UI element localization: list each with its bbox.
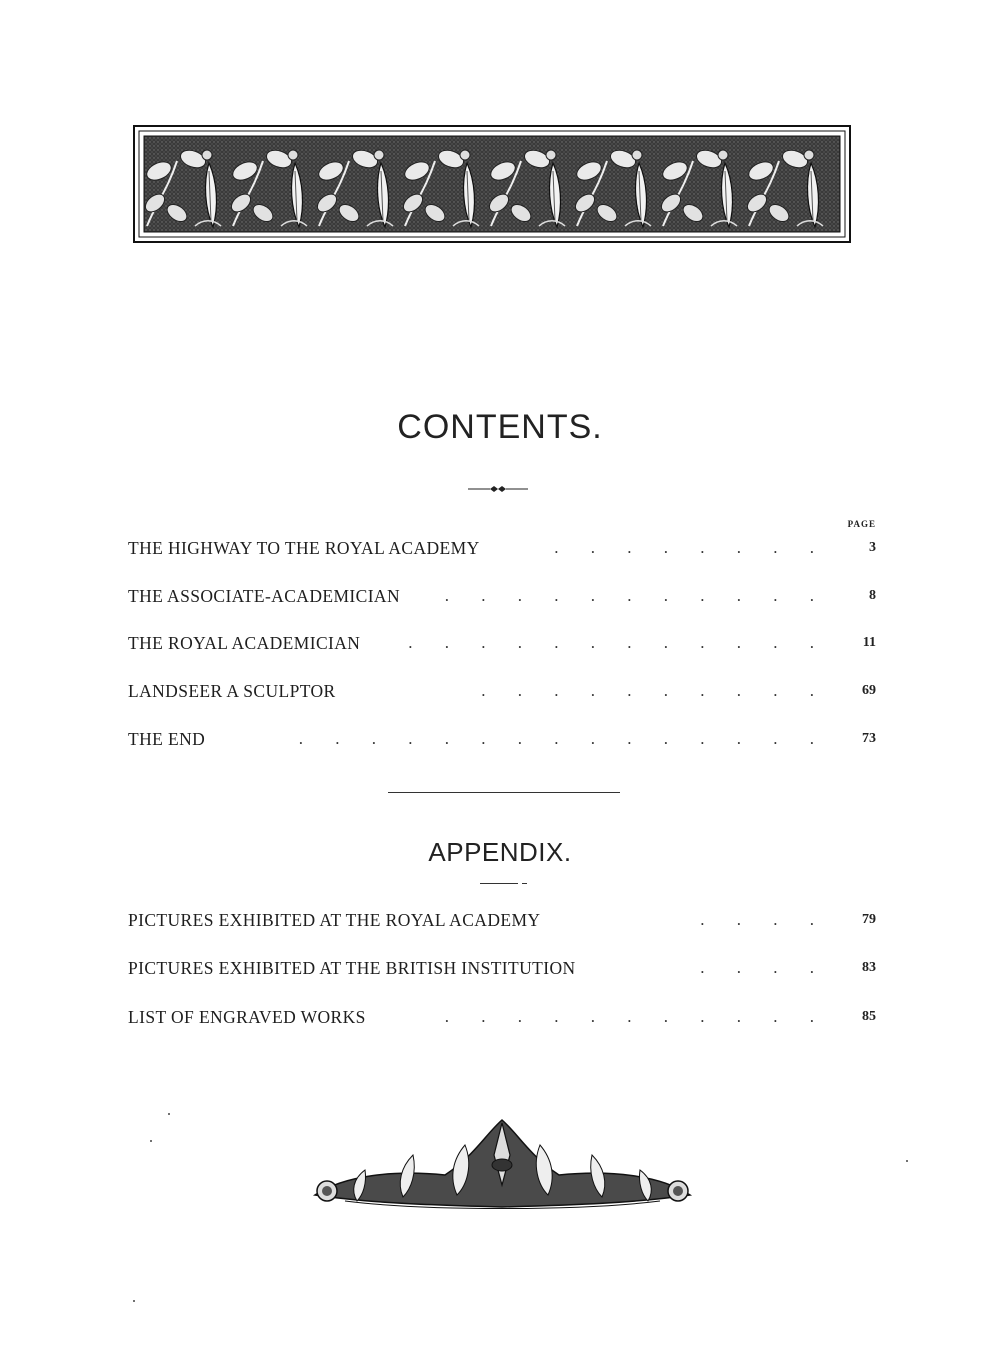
toc-entry-page-number: 11 bbox=[862, 635, 876, 650]
appendix-entry bbox=[128, 1007, 876, 1035]
appendix-underline-tick bbox=[522, 883, 527, 884]
appendix-entry-leader-dots: . . . . bbox=[700, 910, 828, 929]
appendix-entry-leader-dots: . . . . . . . . . . . bbox=[444, 1007, 828, 1026]
scan-speck bbox=[168, 1113, 170, 1115]
header-ornament-banner bbox=[133, 125, 851, 243]
toc-entry bbox=[128, 633, 876, 661]
title-dash-ornament bbox=[466, 482, 530, 496]
toc-entry-page-number: 3 bbox=[869, 540, 876, 555]
scan-speck bbox=[150, 1140, 152, 1142]
appendix-entry-title: PICTURES EXHIBITED AT THE BRITISH INSTITUTION bbox=[128, 958, 576, 978]
toc-entry-page-number: 69 bbox=[862, 683, 876, 698]
appendix-entry bbox=[128, 958, 876, 986]
toc-entry-title: THE HIGHWAY TO THE ROYAL ACADEMY bbox=[128, 538, 480, 558]
appendix-title: APPENDIX. bbox=[428, 837, 572, 867]
toc-entry-leader-dots: . . . . . . . . . . bbox=[481, 681, 828, 700]
contents-title: CONTENTS. bbox=[397, 408, 603, 446]
page-column-label: PAGE bbox=[847, 519, 876, 529]
toc-entry-leader-dots: . . . . . . . . . . . . bbox=[408, 633, 828, 652]
toc-entry-leader-dots: . . . . . . . . . . . . . . . bbox=[298, 729, 828, 748]
appendix-entry bbox=[128, 910, 876, 938]
tailpiece-ornament bbox=[305, 1115, 700, 1215]
toc-entry-page-number: 73 bbox=[862, 731, 876, 746]
toc-entry bbox=[128, 729, 876, 757]
appendix-entry-title: PICTURES EXHIBITED AT THE ROYAL ACADEMY bbox=[128, 910, 541, 930]
appendix-entry-leader-dots: . . . . bbox=[700, 958, 828, 977]
appendix-entry-page-number: 85 bbox=[862, 1009, 876, 1024]
section-divider bbox=[388, 792, 620, 793]
toc-entry-title: THE ASSOCIATE-ACADEMICIAN bbox=[128, 586, 401, 606]
toc-entry-title: THE ROYAL ACADEMICIAN bbox=[128, 633, 361, 653]
toc-entry bbox=[128, 681, 876, 709]
toc-entry-page-number: 8 bbox=[869, 588, 876, 603]
toc-entry-leader-dots: . . . . . . . . bbox=[554, 538, 828, 557]
appendix-entry-page-number: 79 bbox=[862, 912, 876, 927]
appendix-underline bbox=[480, 883, 518, 884]
toc-entry-leader-dots: . . . . . . . . . . . bbox=[444, 586, 828, 605]
toc-entry bbox=[128, 586, 876, 614]
appendix-entry-page-number: 83 bbox=[862, 960, 876, 975]
toc-entry-title: THE END bbox=[128, 729, 206, 749]
toc-entry bbox=[128, 538, 876, 566]
appendix-entry-title: LIST OF ENGRAVED WORKS bbox=[128, 1007, 366, 1027]
scan-speck bbox=[906, 1160, 908, 1162]
scan-speck bbox=[133, 1300, 135, 1302]
toc-entry-title: LANDSEER A SCULPTOR bbox=[128, 681, 336, 701]
